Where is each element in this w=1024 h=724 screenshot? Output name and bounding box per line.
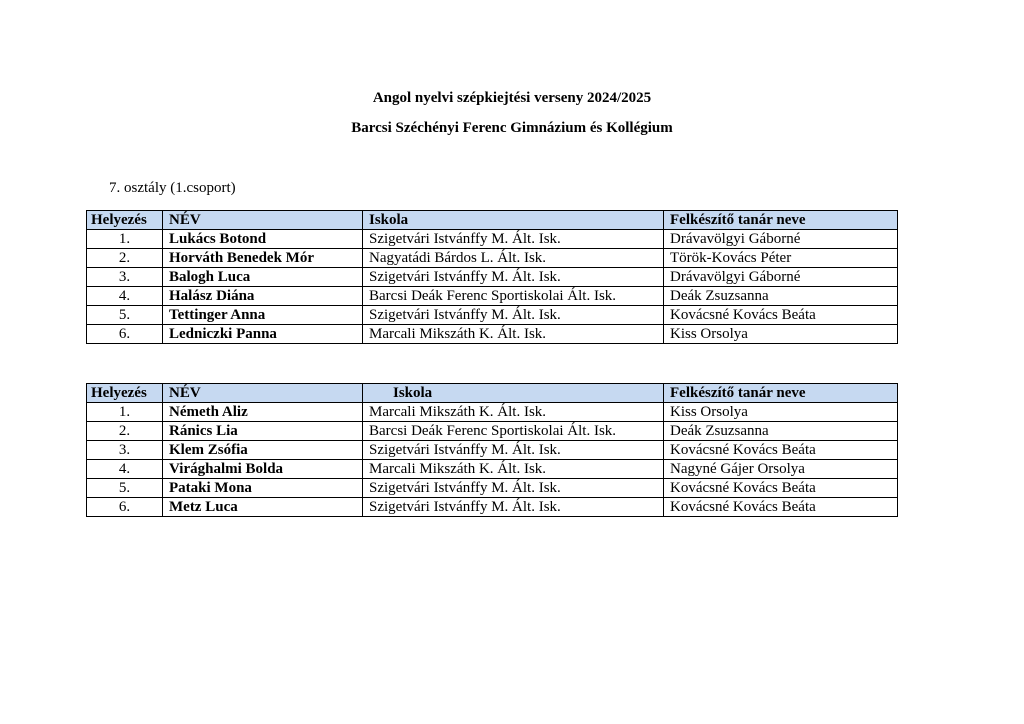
school-cell: Marcali Mikszáth K. Ált. Isk.: [363, 403, 664, 422]
table-row: [87, 306, 898, 325]
teacher-cell: Drávavölgyi Gáborné: [664, 230, 898, 249]
teacher-cell: Deák Zsuzsanna: [664, 287, 898, 306]
header-position: Helyezés: [87, 211, 163, 230]
name-cell: Klem Zsófia: [163, 441, 363, 460]
school-cell: Marcali Mikszáth K. Ált. Isk.: [363, 325, 664, 344]
school-cell: Marcali Mikszáth K. Ált. Isk.: [363, 460, 664, 479]
teacher-cell: Kovácsné Kovács Beáta: [664, 441, 898, 460]
teacher-cell: Kiss Orsolya: [664, 403, 898, 422]
table-row: [87, 441, 898, 460]
position-cell: 6.: [87, 498, 163, 517]
section-label: 7. osztály (1.csoport): [109, 180, 236, 196]
name-cell: Halász Diána: [163, 287, 363, 306]
school-cell: Szigetvári Istvánffy M. Ált. Isk.: [363, 268, 664, 287]
teacher-cell: Kovácsné Kovács Beáta: [664, 498, 898, 517]
document-subtitle: Barcsi Széchényi Ferenc Gimnázium és Kollégium: [351, 120, 673, 136]
table-row: [87, 403, 898, 422]
school-cell: Szigetvári Istvánffy M. Ált. Isk.: [363, 441, 664, 460]
results-table-2: [86, 383, 898, 517]
table-row: [87, 498, 898, 517]
table-row: [87, 479, 898, 498]
name-cell: Metz Luca: [163, 498, 363, 517]
teacher-cell: Deák Zsuzsanna: [664, 422, 898, 441]
school-cell: Szigetvári Istvánffy M. Ált. Isk.: [363, 479, 664, 498]
school-cell: Barcsi Deák Ferenc Sportiskolai Ált. Isk.: [363, 287, 664, 306]
name-cell: Virághalmi Bolda: [163, 460, 363, 479]
teacher-cell: Kiss Orsolya: [664, 325, 898, 344]
header-position: Helyezés: [87, 384, 163, 403]
table-row: [87, 325, 898, 344]
position-cell: 3.: [87, 441, 163, 460]
position-cell: 4.: [87, 460, 163, 479]
teacher-cell: Kovácsné Kovács Beáta: [664, 306, 898, 325]
table-row: [87, 460, 898, 479]
position-cell: 5.: [87, 479, 163, 498]
name-cell: Horváth Benedek Mór: [163, 249, 363, 268]
school-cell: Szigetvári Istvánffy M. Ált. Isk.: [363, 498, 664, 517]
position-cell: 1.: [87, 403, 163, 422]
header-teacher: Felkészítő tanár neve: [664, 211, 898, 230]
position-cell: 3.: [87, 268, 163, 287]
school-cell: Nagyatádi Bárdos L. Ált. Isk.: [363, 249, 664, 268]
school-cell: Szigetvári Istvánffy M. Ált. Isk.: [363, 230, 664, 249]
table-row: [87, 287, 898, 306]
school-cell: Szigetvári Istvánffy M. Ált. Isk.: [363, 306, 664, 325]
table-row: [87, 249, 898, 268]
position-cell: 2.: [87, 249, 163, 268]
teacher-cell: Török-Kovács Péter: [664, 249, 898, 268]
position-cell: 6.: [87, 325, 163, 344]
table-row: [87, 230, 898, 249]
name-cell: Tettinger Anna: [163, 306, 363, 325]
header-teacher: Felkészítő tanár neve: [664, 384, 898, 403]
header-school: Iskola: [363, 211, 664, 230]
header-name: NÉV: [163, 211, 363, 230]
name-cell: Pataki Mona: [163, 479, 363, 498]
name-cell: Ránics Lia: [163, 422, 363, 441]
name-cell: Németh Aliz: [163, 403, 363, 422]
document-title: Angol nyelvi szépkiejtési verseny 2024/2025: [372, 90, 652, 106]
table-header-row: [87, 384, 898, 403]
position-cell: 4.: [87, 287, 163, 306]
teacher-cell: Nagyné Gájer Orsolya: [664, 460, 898, 479]
position-cell: 1.: [87, 230, 163, 249]
results-table-1: [86, 210, 898, 344]
table-row: [87, 422, 898, 441]
header-school: Iskola: [363, 384, 664, 403]
position-cell: 2.: [87, 422, 163, 441]
name-cell: Balogh Luca: [163, 268, 363, 287]
name-cell: Ledniczki Panna: [163, 325, 363, 344]
school-cell: Barcsi Deák Ferenc Sportiskolai Ált. Isk.: [363, 422, 664, 441]
name-cell: Lukács Botond: [163, 230, 363, 249]
table-row: [87, 268, 898, 287]
teacher-cell: Kovácsné Kovács Beáta: [664, 479, 898, 498]
position-cell: 5.: [87, 306, 163, 325]
table-header-row: [87, 211, 898, 230]
header-name: NÉV: [163, 384, 363, 403]
teacher-cell: Drávavölgyi Gáborné: [664, 268, 898, 287]
